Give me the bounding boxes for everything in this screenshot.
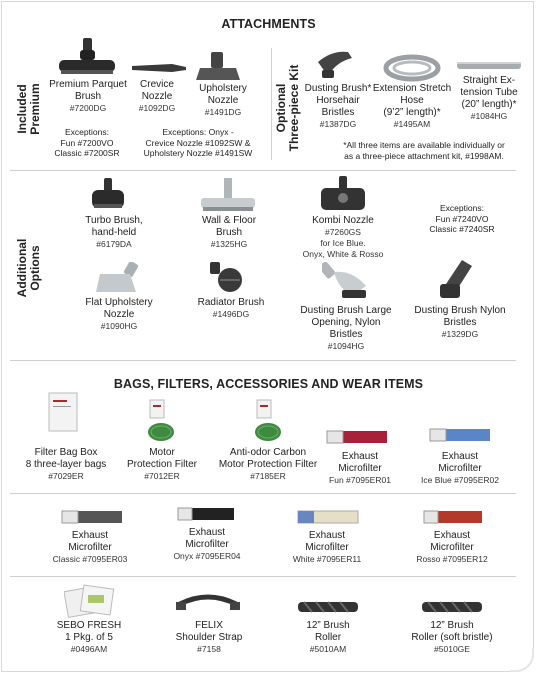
parquet-brush-icon bbox=[55, 38, 119, 78]
turbo-brush-icon bbox=[90, 178, 126, 212]
dusting-brush-icon bbox=[316, 48, 356, 80]
extension-tube-icon bbox=[457, 60, 521, 72]
wall-floor-brush-icon bbox=[197, 178, 259, 214]
kit-dusting-brush: Dusting Brush* Horsehair Bristles #1387DG bbox=[304, 83, 372, 129]
sebo-fresh-icon bbox=[64, 583, 116, 619]
stretch-hose-icon bbox=[382, 52, 444, 82]
dusting-brush-large-icon bbox=[322, 262, 374, 302]
carbon-filter-icon bbox=[253, 398, 283, 444]
flat-upholstery-nozzle: Flat Upholstery Nozzle #1090HG bbox=[85, 297, 153, 331]
microfilter-classic: Exhaust Microfilter Classic #7095ER03 bbox=[52, 530, 128, 564]
microfilter-iceblue: Exhaust Microfilter Ice Blue #7095ER02 bbox=[421, 451, 499, 485]
motor-protection-filter: Motor Protection Filter #7012ER bbox=[126, 447, 198, 481]
felix-shoulder-strap: FELIX Shoulder Strap #7158 bbox=[175, 620, 243, 654]
kombi-nozzle: Kombi Nozzle #7260GS for Ice Blue. Onyx, White & Rosso bbox=[302, 215, 384, 259]
crevice-nozzle: Crevice Nozzle #1092DG bbox=[138, 79, 176, 113]
microfilter-fun: Exhaust Microfilter Fun #7095ER01 bbox=[329, 451, 391, 485]
filter-bag-box: Filter Bag Box 8 three-layer bags #7029ER bbox=[25, 447, 107, 481]
sebo-fresh: SEBO FRESH 1 Pkg. of 5 #0496AM bbox=[56, 620, 122, 654]
microfilter-white: Exhaust Microfilter White #7095ER11 bbox=[292, 530, 362, 564]
microfilter-rosso: Exhaust Microfilter Rosso #7095ER12 bbox=[416, 530, 488, 564]
included-exceptions-left: Exceptions: Fun #7200VO Classic #7200SR bbox=[54, 127, 120, 158]
attachments-heading: ATTACHMENTS bbox=[221, 17, 316, 31]
brush-roller: 12” Brush Roller #5010AM bbox=[306, 620, 350, 654]
kit-note: *All three items are available individually or as a three-piece attachment kit, #1998AM. bbox=[343, 140, 505, 161]
radiator-brush: Radiator Brush #1496DG bbox=[197, 297, 265, 319]
microfilter-iceblue-icon bbox=[428, 426, 492, 444]
brush-roller-icon bbox=[298, 600, 358, 614]
brush-roller-soft: 12” Brush Roller (soft bristle) #5010GE bbox=[411, 620, 493, 654]
brush-roller-soft-icon bbox=[422, 600, 482, 614]
microfilter-fun-icon bbox=[325, 428, 389, 446]
upholstery-nozzle: Upholstery Nozzle #1491DG bbox=[199, 83, 247, 117]
dusting-brush-large: Dusting Brush Large Opening, Nylon Bristles #1094HG bbox=[300, 305, 392, 351]
shoulder-strap-icon bbox=[176, 590, 240, 614]
dusting-brush-nylon-icon bbox=[436, 260, 476, 302]
three-piece-kit-label: Optional Three-piece Kit bbox=[274, 64, 301, 152]
microfilter-white-icon bbox=[296, 508, 360, 526]
attachments-divider bbox=[271, 48, 272, 160]
motor-filter-icon bbox=[146, 398, 176, 444]
kombi-nozzle-icon bbox=[318, 176, 368, 216]
anti-odor-carbon-filter: Anti-odor Carbon Motor Protection Filter #7185ER bbox=[218, 447, 318, 481]
turbo-brush: Turbo Brush, hand-held #6179DA bbox=[85, 215, 143, 249]
microfilter-classic-icon bbox=[60, 508, 124, 526]
microfilter-onyx-icon bbox=[176, 505, 236, 523]
premium-parquet-brush: Premium Parquet Brush #7200DG bbox=[49, 79, 127, 113]
divider-4 bbox=[10, 576, 516, 577]
additional-options-label: Additional Options bbox=[15, 238, 42, 298]
radiator-brush-icon bbox=[208, 262, 248, 294]
crevice-nozzle-icon bbox=[132, 62, 186, 74]
microfilter-onyx: Exhaust Microfilter Onyx #7095ER04 bbox=[173, 527, 241, 561]
divider-1 bbox=[10, 170, 516, 171]
kit-extension-tube: Straight Ex-tension Tube (20” length)* #1084HG bbox=[460, 75, 518, 121]
dusting-brush-nylon: Dusting Brush Nylon Bristles #1329DG bbox=[414, 305, 506, 339]
divider-2 bbox=[10, 360, 516, 361]
kit-stretch-hose: Extension Stretch Hose (9’2” length)* #1495AM bbox=[372, 83, 452, 129]
microfilter-rosso-icon bbox=[422, 508, 484, 526]
flat-upholstery-icon bbox=[96, 262, 146, 296]
additional-exceptions: Exceptions: Fun #7240VO Classic #7240SR bbox=[429, 203, 495, 234]
divider-3 bbox=[10, 493, 516, 494]
included-premium-label: Included Premium bbox=[15, 83, 42, 135]
bags-heading: BAGS, FILTERS, ACCESSORIES AND WEAR ITEMS bbox=[113, 377, 424, 391]
filter-bag-box-icon bbox=[48, 392, 78, 432]
wall-floor-brush: Wall & Floor Brush #1325HG bbox=[201, 215, 257, 249]
upholstery-nozzle-icon bbox=[196, 52, 242, 82]
included-exceptions-right: Exceptions: Onyx - Crevice Nozzle #1092SW & Upholstery Nozzle #1491SW bbox=[143, 127, 253, 158]
